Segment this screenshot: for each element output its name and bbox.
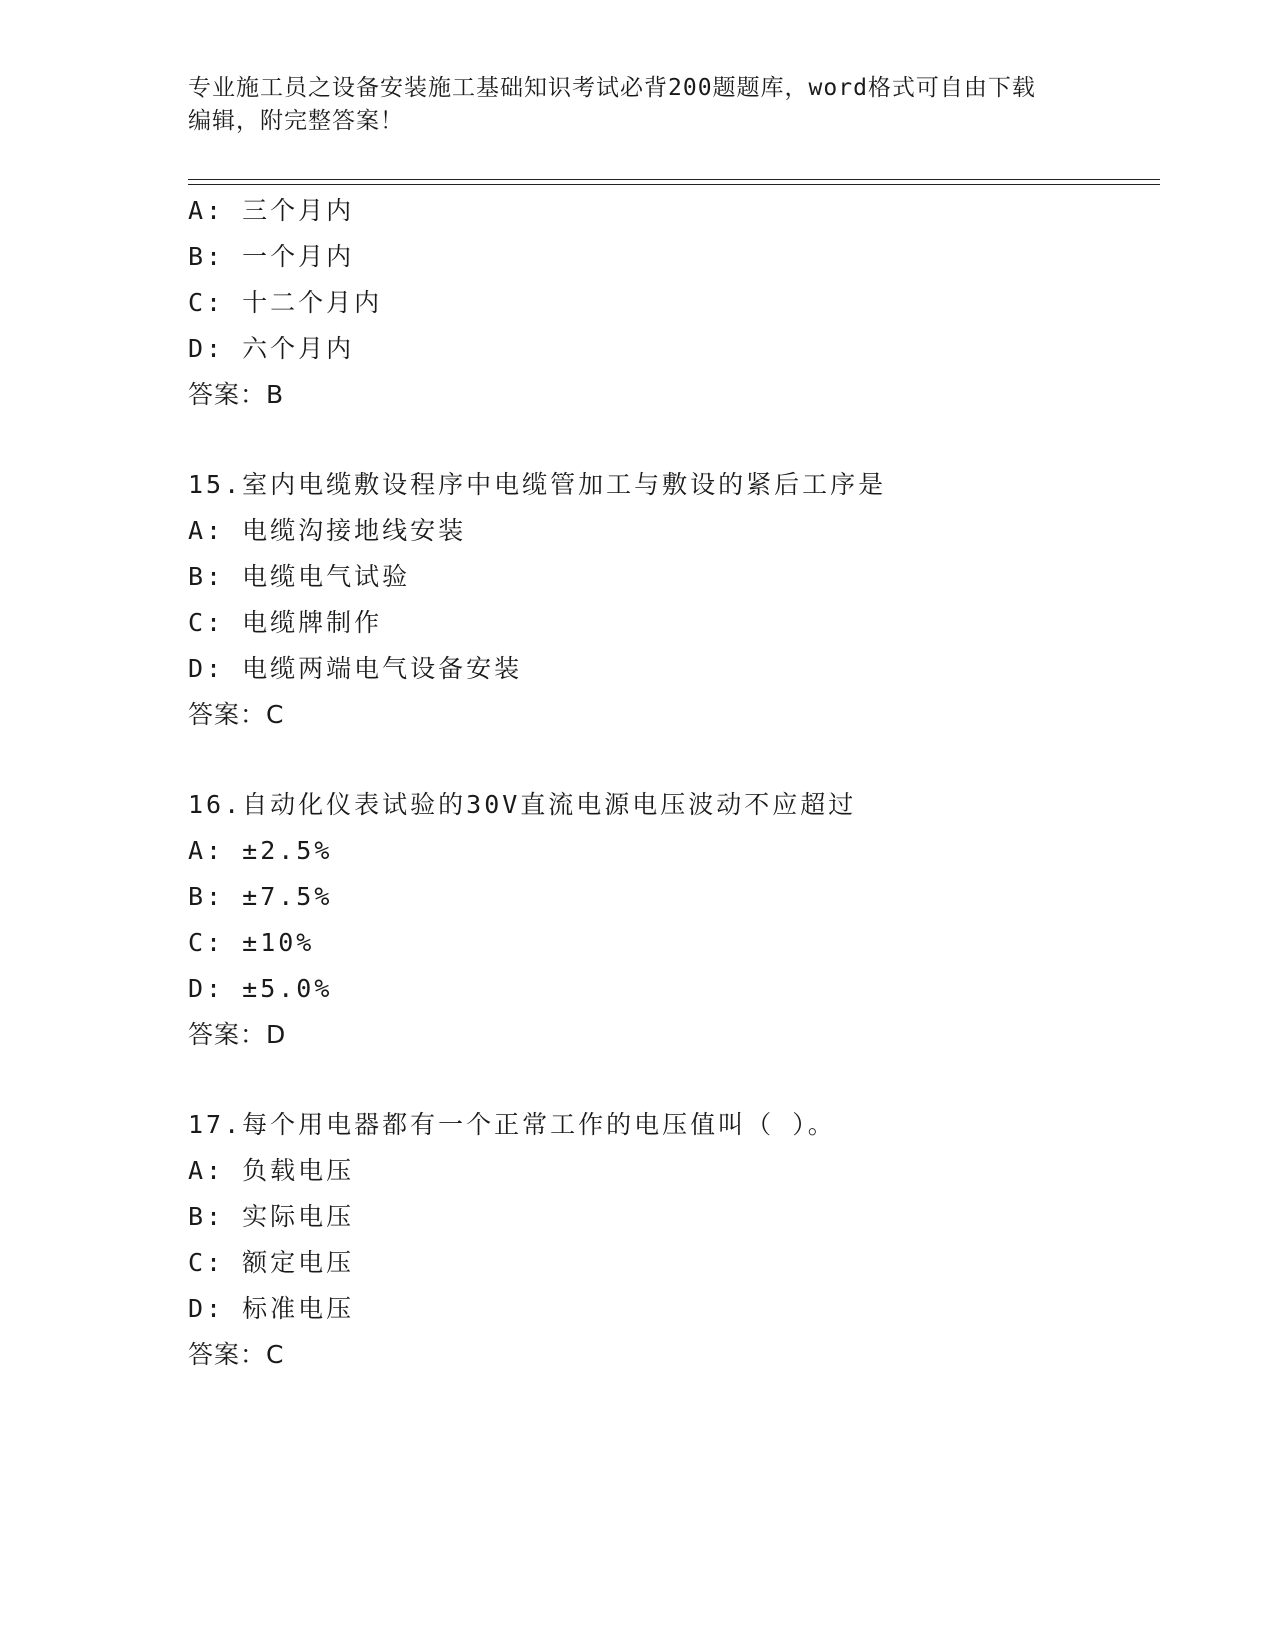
question-block-17 (188, 1102, 1160, 1378)
option-b: B: 实际电压 (188, 1202, 355, 1231)
option-d: D: 电缆两端电气设备安装 (188, 654, 523, 683)
option-c: C: ±10% (188, 928, 315, 957)
option-c: C: 电缆牌制作 (188, 608, 383, 637)
option-b: B: 一个月内 (188, 242, 355, 271)
question-block-partial (188, 188, 1160, 418)
question-list (188, 188, 1160, 1378)
option-d: D: ±5.0% (188, 974, 333, 1003)
question-title: 16.自动化仪表试验的30V直流电源电压波动不应超过 (188, 790, 857, 819)
option-d: D: 六个月内 (188, 334, 355, 363)
option-a: A: 电缆沟接地线安装 (188, 516, 467, 545)
answer-line: 答案：D (188, 1020, 287, 1049)
option-c: C: 十二个月内 (188, 288, 383, 317)
question-block-16 (188, 782, 1160, 1058)
header-title-line2: 编辑，附完整答案！ (188, 108, 404, 134)
option-a: A: 三个月内 (188, 196, 355, 225)
answer-line: 答案：B (188, 380, 285, 409)
answer-line: 答案：C (188, 1340, 285, 1369)
header-double-rule (188, 179, 1160, 185)
option-b: B: ±7.5% (188, 882, 333, 911)
option-a: A: ±2.5% (188, 836, 333, 865)
question-title: 17.每个用电器都有一个正常工作的电压值叫（ ）。 (188, 1110, 836, 1139)
option-c: C: 额定电压 (188, 1248, 355, 1277)
document-header (188, 72, 1088, 138)
option-b: B: 电缆电气试验 (188, 562, 411, 591)
option-d: D: 标准电压 (188, 1294, 355, 1323)
question-block-15 (188, 462, 1160, 738)
question-title: 15.室内电缆敷设程序中电缆管加工与敷设的紧后工序是 (188, 470, 887, 499)
option-a: A: 负载电压 (188, 1156, 355, 1185)
header-title-line1: 专业施工员之设备安装施工基础知识考试必背200题题库，word格式可自由下载 (188, 75, 1036, 101)
answer-line: 答案：C (188, 700, 285, 729)
